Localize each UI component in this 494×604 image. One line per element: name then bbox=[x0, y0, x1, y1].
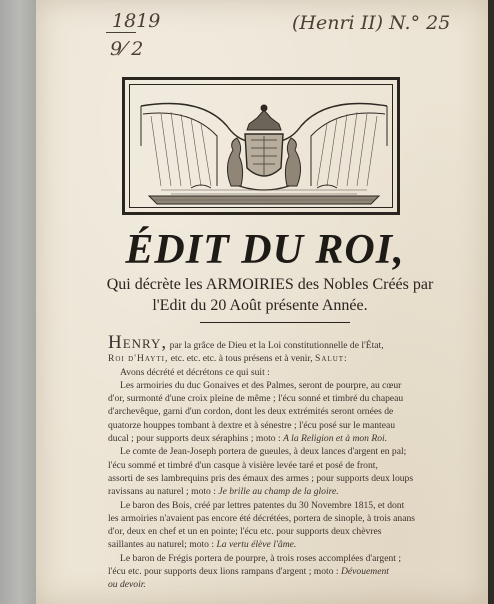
handwritten-underline bbox=[106, 32, 136, 33]
grey-mount-strip bbox=[0, 0, 40, 604]
article-fregis-line: Le baron de Frégis portera de pourpre, à trois roses accomplées d'argent ; bbox=[120, 552, 402, 564]
motto: Dévouement bbox=[340, 566, 389, 578]
article-jean-joseph-line: assorti de ses lambrequins pris des émaux des armes ; pour supports deux loups bbox=[108, 472, 414, 484]
edict-body bbox=[108, 332, 480, 592]
title-divider bbox=[200, 322, 350, 323]
motto: A la Religion et à mon Roi. bbox=[283, 433, 388, 445]
motto: La vertu élève l'âme. bbox=[216, 539, 297, 551]
preamble-line-1 bbox=[108, 332, 480, 353]
article-fregis-line bbox=[108, 565, 480, 578]
article-des-bois-line: les armoiries n'avaient pas encore été décrétées, portera de sinople, à trois anans bbox=[108, 512, 415, 524]
article-gonaives-line: d'archevêque, garni d'un cordon, dont les deux extrémités seront ornées de bbox=[108, 406, 394, 418]
article-gonaives-line bbox=[108, 432, 480, 445]
article-des-bois-line bbox=[108, 538, 480, 551]
article-text: saillantes au naturel; moto : bbox=[108, 539, 215, 551]
drop-cap-henry: Henry, bbox=[108, 332, 168, 353]
handwritten-date: 1819 bbox=[112, 10, 161, 32]
preamble-line-2 bbox=[108, 352, 480, 365]
article-gonaives-line: Les armoiries du duc Gonaives et des Palmes, seront de pourpre, au cœur bbox=[120, 379, 402, 391]
article-des-bois-line: d'or, deux en chef et un en pointe; l'écu etc. pour supports deux chèvres bbox=[108, 526, 382, 538]
article-gonaives-line: d'or, surmonté d'une croix pleine de même ; l'écu sonné et timbré du chapeau bbox=[108, 393, 404, 405]
royal-coat-of-arms-icon bbox=[131, 86, 397, 212]
article-jean-joseph-line bbox=[108, 485, 480, 498]
article-jean-joseph-line: Le comte de Jean-Joseph portera de gueules, à deux lances d'argent en pal; bbox=[120, 446, 407, 458]
roi-dhayti: Roi d'Hayti, bbox=[108, 353, 169, 365]
article-text: l'écu etc. pour supports deux lions rampans d'argent ; moto : bbox=[108, 566, 339, 578]
preamble-rest: etc. etc. etc. à tous présens et à venir, bbox=[170, 353, 313, 365]
decree-intro: Avons décrété et décrétons ce qui suit : bbox=[120, 366, 270, 378]
handwritten-fraction: 9⁄ 2 bbox=[110, 38, 144, 60]
article-text: ravissans au naturel ; moto : bbox=[108, 486, 216, 498]
article-fregis-line: ou devoir. bbox=[108, 579, 146, 591]
motto: Je brille au champ de la gloire. bbox=[218, 486, 339, 498]
preamble-text: par la grâce de Dieu et la Loi constitutionnelle de l'État, bbox=[169, 340, 384, 351]
handwritten-catalog-number: (Henri II) N.° 25 bbox=[292, 12, 451, 34]
article-des-bois-line: Le baron des Bois, créé par lettres patentes du 30 Novembre 1815, et dont bbox=[120, 499, 405, 511]
subtitle-line-1: Qui décrète les ARMOIRIES des Nobles Créés par bbox=[106, 276, 434, 293]
article-text: ducal ; pour supports deux séraphins ; moto : bbox=[108, 433, 281, 445]
article-jean-joseph-line: l'écu sommé et timbré d'un casque à visière levée taré et posé de front, bbox=[108, 459, 378, 471]
article-gonaives-line: quatorze houppes tombant à dextre et à sénestre ; l'écu posé sur le manteau bbox=[108, 419, 396, 431]
document-title: ÉDIT DU ROI, bbox=[125, 227, 405, 273]
subtitle-line-2: l'Edit du 20 Août présente Année. bbox=[152, 297, 368, 314]
salut: Salut: bbox=[315, 353, 348, 365]
engraved-vignette bbox=[122, 77, 400, 215]
